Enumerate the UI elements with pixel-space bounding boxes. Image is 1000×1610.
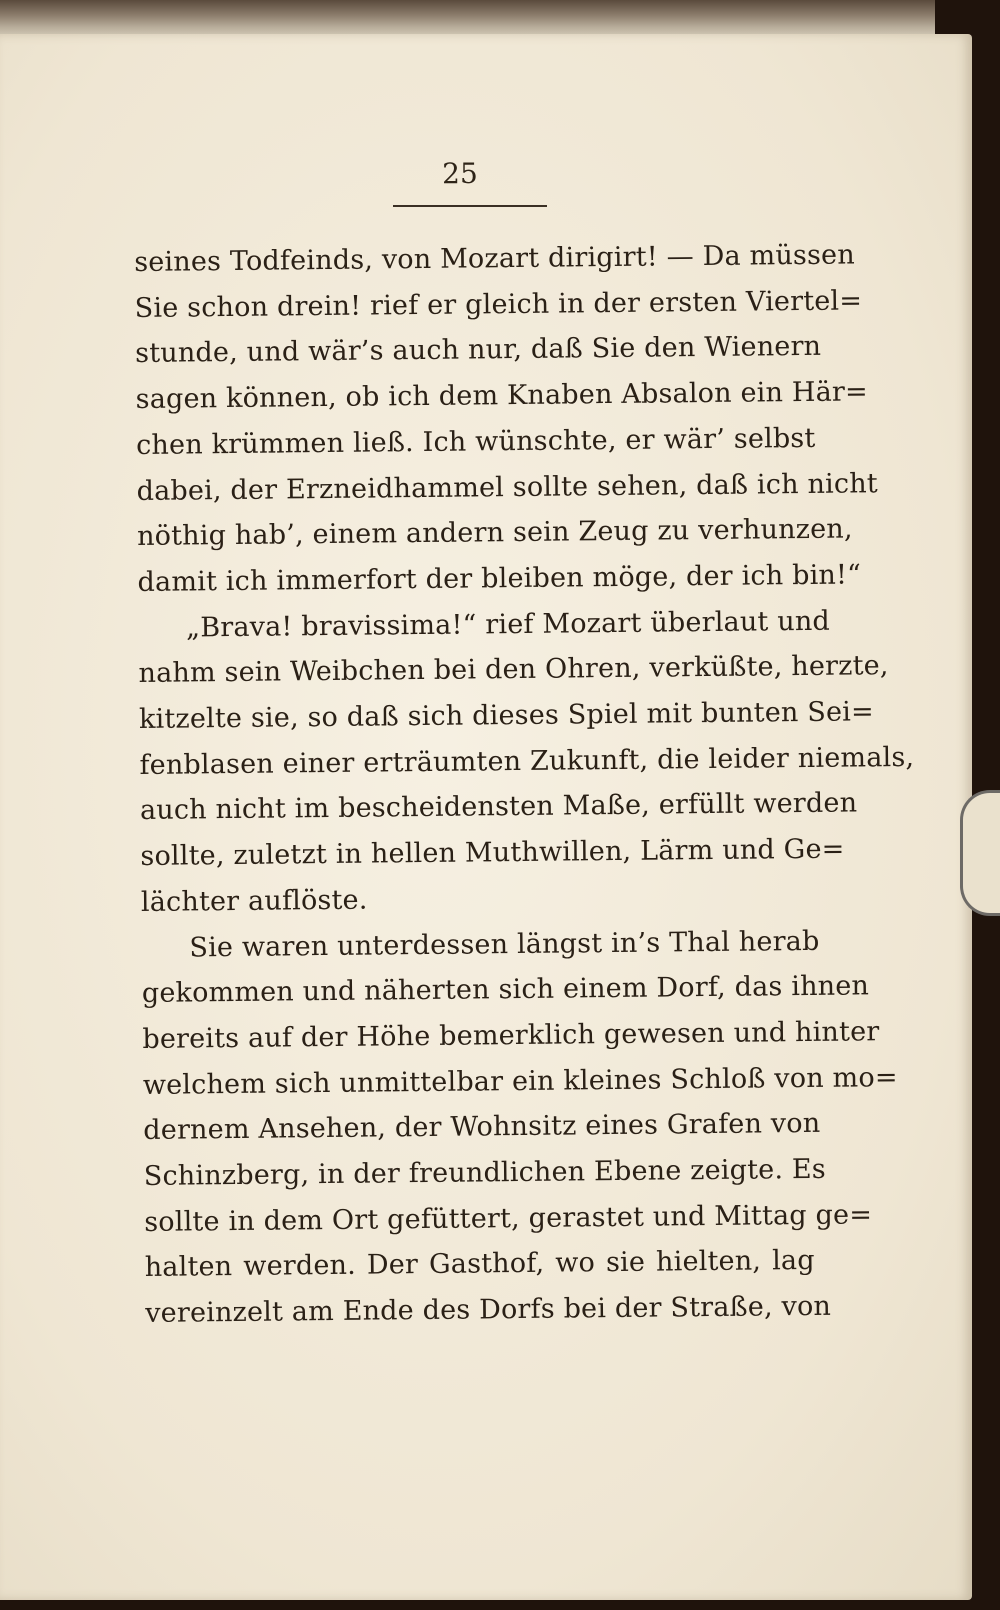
body-text bbox=[134, 233, 915, 1337]
text-line: Sie schon drein! rief er gleich in der ersten Viertel= bbox=[134, 285, 863, 324]
text-line: vereinzelt am Ende des Dorfs bei der Straße, von bbox=[145, 1290, 832, 1330]
text-line: nöthig hab’, einem andern sein Zeug zu verhunzen, bbox=[136, 513, 853, 553]
text-line: Sie waren unterdessen längst in’s Thal herab bbox=[189, 925, 820, 964]
text-line: kitzelte sie, so daß sich dieses Spiel mit bunten Sei= bbox=[138, 696, 875, 736]
text-line: welchem sich unmittelbar ein kleines Schloß von mo= bbox=[142, 1061, 898, 1101]
text-line: sollte in dem Ort gefüttert, gerastet und Mittag ge= bbox=[144, 1199, 873, 1238]
text-line: sollte, zuletzt in hellen Muthwillen, Lärm und Ge= bbox=[140, 833, 845, 873]
text-line: „Brava! bravissima!“ rief Mozart überlaut und bbox=[185, 605, 831, 644]
text-line: bereits auf der Höhe bemerklich gewesen und hinter bbox=[142, 1016, 880, 1055]
page-number-rule bbox=[393, 205, 547, 207]
text-line: damit ich immerfort der bleiben möge, der ich bin!“ bbox=[137, 559, 862, 598]
text-line: chen krümmen ließ. Ich wünschte, er wär’ selbst bbox=[135, 422, 816, 461]
text-line: seines Todfeinds, von Mozart dirigirt! — Da müssen bbox=[134, 239, 855, 278]
text-line: stunde, und wär’s auch nur, daß Sie den Wienern bbox=[135, 331, 822, 370]
text-line: fenblasen einer erträumten Zukunft, die leider niemals, bbox=[139, 741, 915, 781]
text-line: dernem Ansehen, der Wohnsitz eines Grafen von bbox=[143, 1108, 821, 1147]
text-line: dabei, der Erzneidhammel sollte sehen, daß ich nicht bbox=[136, 467, 879, 507]
page-number: 25 bbox=[442, 157, 478, 190]
text-line: halten werden. Der Gasthof, wo sie hielten, lag bbox=[144, 1245, 815, 1284]
text-line: auch nicht im bescheidensten Maße, erfüllt werden bbox=[139, 787, 858, 827]
text-line: nahm sein Weibchen bei den Ohren, verküßte, herzte, bbox=[138, 650, 889, 690]
text-line: Schinzberg, in der freundlichen Ebene zeigte. Es bbox=[143, 1153, 827, 1193]
book-top-edge bbox=[0, 0, 935, 38]
text-line: lächter auflöste. bbox=[140, 884, 368, 918]
text-line: sagen können, ob ich dem Knaben Absalon ein Här= bbox=[135, 376, 869, 416]
page-clasp bbox=[960, 790, 1000, 916]
text-line: gekommen und näherten sich einem Dorf, das ihnen bbox=[141, 970, 870, 1010]
